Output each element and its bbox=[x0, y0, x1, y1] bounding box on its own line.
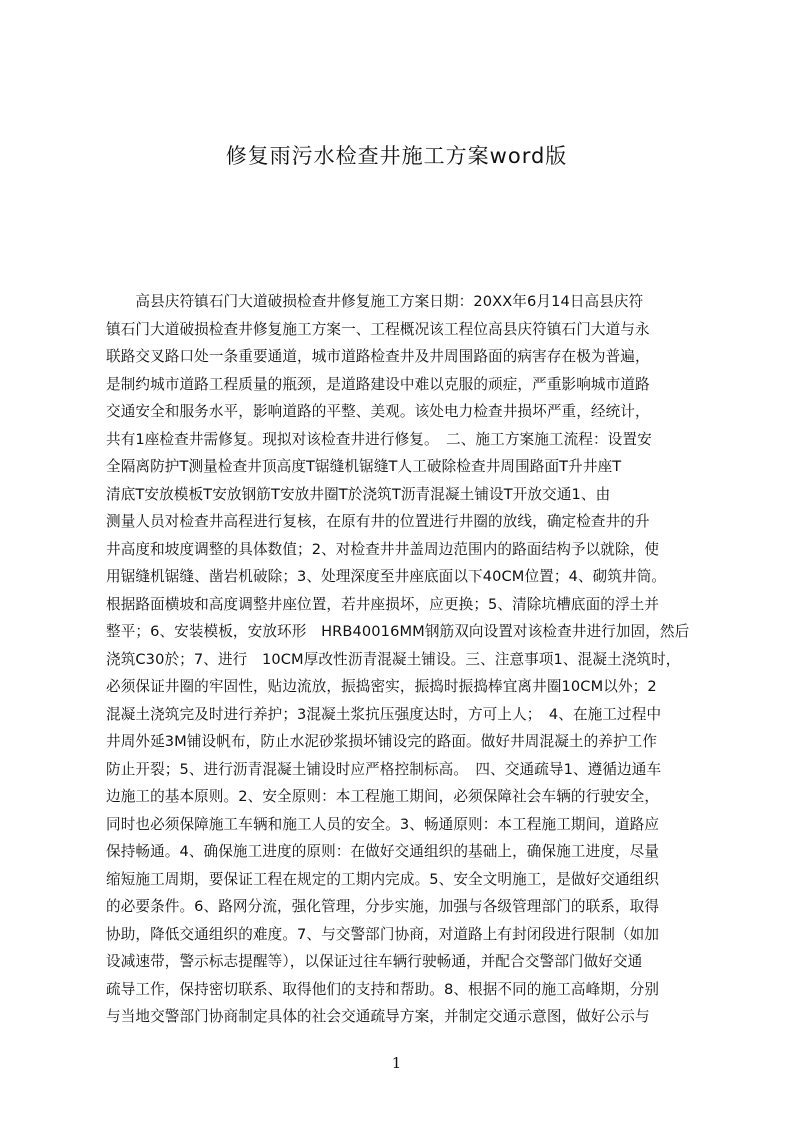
body-line: 井高度和坡度调整的具体数值；2、对检查井井盖周边范围内的路面结构予以就除，使 bbox=[106, 540, 660, 558]
body-line: 必须保证井圈的牢固性，贴边流放，振捣密实，振捣时振捣棒宜离井圈10CM以外；2 bbox=[106, 678, 657, 695]
body-line: 防止开裂；5、进行沥青混凝土铺设时应严格控制标高。 四、交通疏导1、遵循边通车 bbox=[106, 760, 662, 778]
body-line: 的必要条件。6、路网分流，强化管理，分步实施，加强与各级管理部门的联系，取得 bbox=[106, 898, 660, 915]
body-line: 交通安全和服务水平，影响道路的平整、美观。该处电力检查井损坏严重，经统计， bbox=[106, 403, 650, 420]
body-line: 全隔离防护T测量检查井顶高度T锯缝机锯缝T人工破除检查井周围路面T升井座T bbox=[106, 458, 622, 475]
body-line: 同时也必须保障施工车辆和施工人员的安全。3、畅通原则：本工程施工期间，道路应 bbox=[106, 815, 660, 833]
body-line: 疏导工作，保持密切联系、取得他们的支持和帮助。8、根据不同的施工高峰期，分别 bbox=[106, 980, 660, 998]
body-line: 是制约城市道路工程质量的瓶颈，是道路建设中难以克服的顽症，严重影响城市道路 bbox=[106, 375, 650, 393]
body-line: 浇筑C30於；7、进行 10CM厚改性沥青混凝土铺设。三、注意事项1、混凝土浇筑时， bbox=[106, 650, 681, 668]
body-line: 设减速带，警示标志提醒等），以保证过往车辆行驶畅通，并配合交警部门做好交通 bbox=[106, 953, 643, 970]
body-line: 高县庆符镇石门大道破损检查井修复施工方案日期：20XX年6月14日高县庆符 bbox=[106, 293, 644, 310]
body-line: 缩短施工周期，要保证工程在规定的工期内完成。5、安全文明施工，是做好交通组织 bbox=[106, 870, 660, 888]
body-line: 用锯缝机锯缝、凿岩机破除；3、处理深度至井座底面以下40CM位置；4、砌筑井筒。 bbox=[106, 568, 667, 585]
body-line: 混凝土浇筑完及时进行养护；3混凝土浆抗压强度达时，方可上人； 4、在施工过程中 bbox=[106, 705, 662, 723]
body-line: 协助，降低交通组织的难度。7、与交警部门协商，对道路上有封闭段进行限制（如加 bbox=[106, 925, 660, 943]
page-number: 1 bbox=[391, 1054, 402, 1072]
body-line: 边施工的基本原则。2、安全原则：本工程施工期间，必须保障社会车辆的行驶安全， bbox=[106, 788, 660, 805]
body-line: 根据路面横坡和高度调整井座位置，若井座损坏，应更换；5、清除坑槽底面的浮土并 bbox=[106, 595, 660, 613]
body-line: 保持畅通。4、确保施工进度的原则：在做好交通组织的基础上，确保施工进度，尽量 bbox=[106, 843, 660, 860]
body-line: 联路交叉路口处一条重要通道，城市道路检查井及井周围路面的病害存在极为普遍， bbox=[106, 348, 650, 365]
body-line: 清底T安放模板T安放钢筋T安放井圈T於浇筑T沥青混凝土铺设T开放交通1、由 bbox=[106, 485, 611, 503]
body-line: 与当地交警部门协商制定具体的社会交通疏导方案，并制定交通示意图，做好公示与 bbox=[106, 1008, 650, 1025]
body-line: 共有1座检查井需修复。现拟对该检查井进行修复。 二、施工方案施工流程：设置安 bbox=[106, 430, 652, 448]
document-body bbox=[106, 288, 698, 1025]
document-title: 修复雨污水检查井施工方案word版 bbox=[225, 144, 568, 168]
body-line: 井周外延3M铺设帆布，防止水泥砂浆损坏铺设完的路面。做好井周混凝土的养护工作 bbox=[106, 733, 658, 750]
body-line: 测量人员对检查井高程进行复核，在原有井的位置进行井圈的放线，确定检查井的升 bbox=[106, 513, 650, 530]
body-line: 整平；6、安装模板，安放环形 HRB40016MM钢筋双向设置对该检查井进行加固，然后 bbox=[106, 623, 690, 640]
body-line: 镇石门大道破损检查井修复施工方案一、工程概况该工程位高县庆符镇石门大道与永 bbox=[106, 320, 650, 338]
